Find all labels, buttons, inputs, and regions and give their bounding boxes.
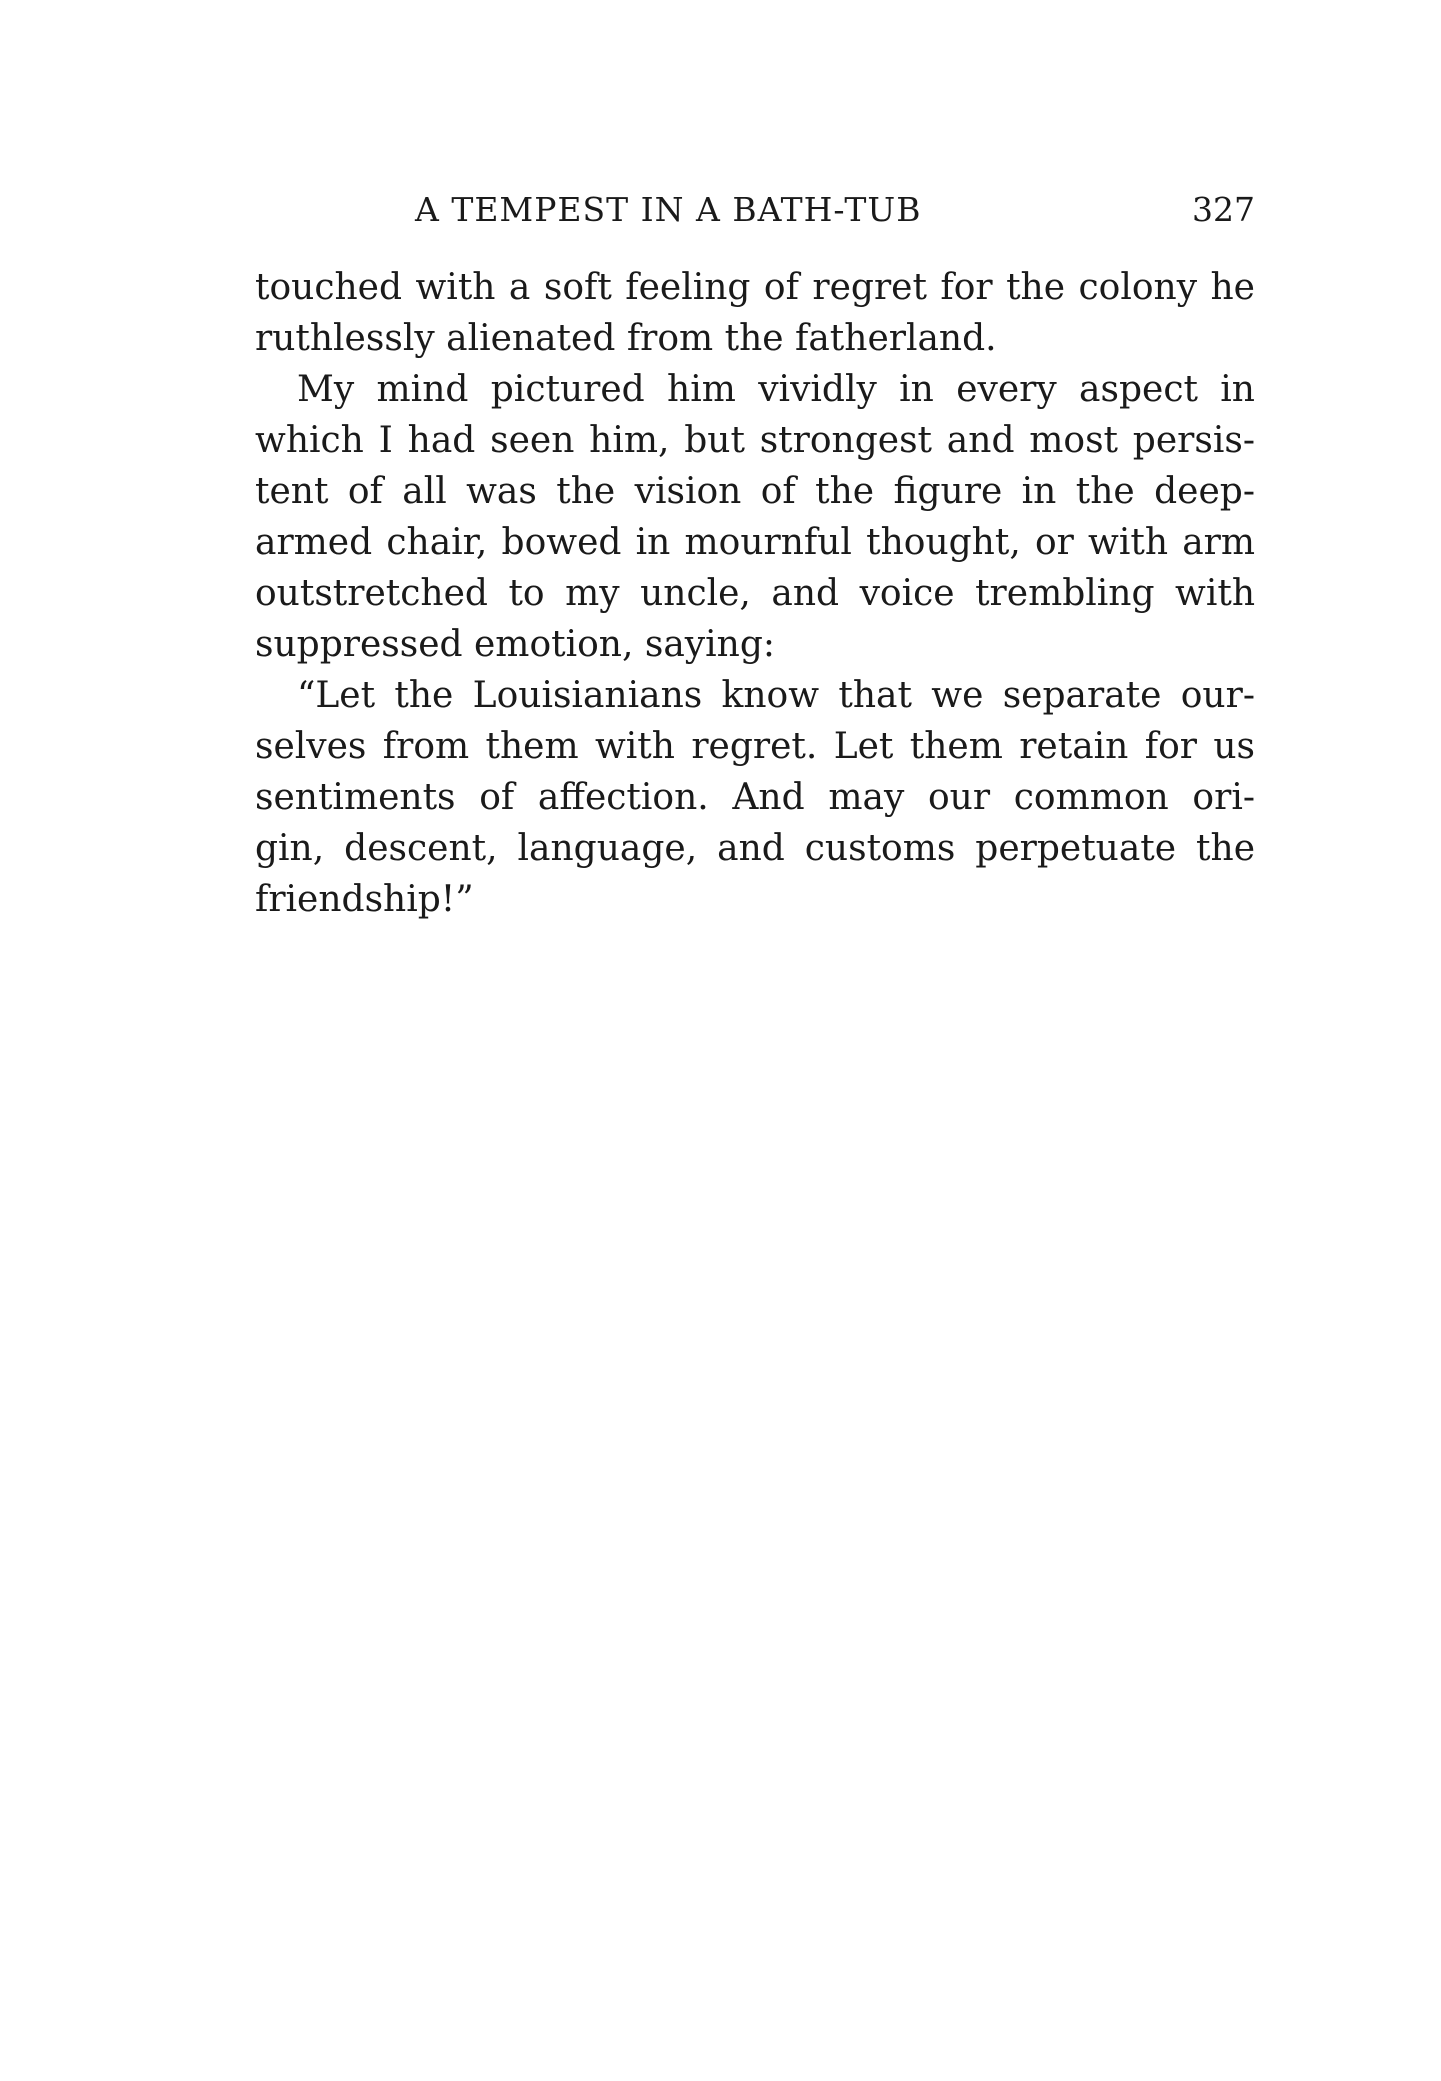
text-line: gin, descent, language, and customs perpetuate the — [255, 828, 1255, 869]
body-text — [255, 262, 1255, 925]
text-line: selves from them with regret. Let them retain for us — [255, 726, 1255, 767]
running-head — [255, 190, 1255, 240]
text-line: suppressed emotion, saying: — [255, 624, 775, 665]
text-line: ruthlessly alienated from the fatherland. — [255, 318, 997, 359]
text-line: “Let the Louisianians know that we separate our- — [297, 675, 1255, 716]
text-line: outstretched to my uncle, and voice trembling with — [255, 573, 1255, 614]
text-line: friendship!” — [255, 879, 474, 920]
text-line: which I had seen him, but strongest and most persis- — [255, 420, 1255, 461]
text-line: tent of all was the vision of the figure in the deep- — [255, 471, 1255, 512]
text-line: sentiments of affection. And may our common ori- — [255, 777, 1255, 818]
page-number: 327 — [1192, 190, 1255, 229]
text-line: touched with a soft feeling of regret for the colony he — [255, 267, 1255, 308]
text-line: armed chair, bowed in mournful thought, or with arm — [255, 522, 1255, 563]
text-line: My mind pictured him vividly in every aspect in — [297, 369, 1255, 410]
running-title: A TEMPEST IN A BATH-TUB — [415, 190, 922, 229]
